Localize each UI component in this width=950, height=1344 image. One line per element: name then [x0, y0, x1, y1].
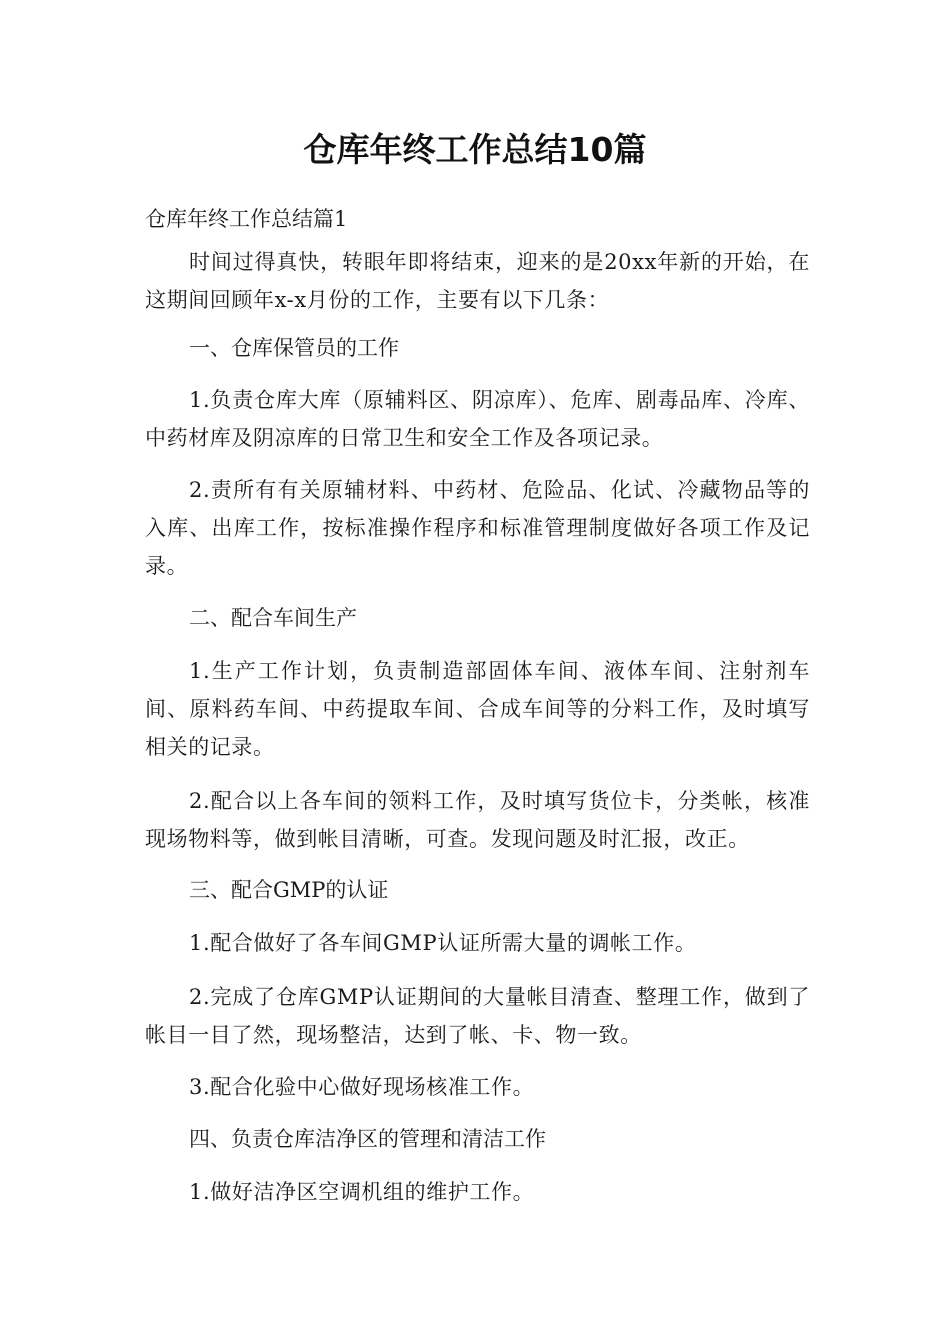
- section-3-item-3: 3.配合化验中心做好现场核准工作。: [189, 1075, 535, 1099]
- document-title: 仓库年终工作总结10篇: [303, 130, 647, 169]
- section-2-item-1: 1.生产工作计划，负责制造部固体车间、液体车间、注射剂车间、原料药车间、中药提取车间、合成车间等的分料工作，及时填写相关的记录。: [145, 659, 810, 759]
- section-heading-2: 二、配合车间生产: [189, 606, 357, 630]
- section-2-item-2: 2.配合以上各车间的领料工作，及时填写货位卡，分类帐，核准现场物料等，做到帐目清晰，可查。发现问题及时汇报，改正。: [145, 789, 810, 851]
- section-heading-1: 一、仓库保管员的工作: [189, 336, 399, 360]
- section-heading-3: 三、配合GMP的认证: [189, 878, 389, 902]
- section-3-item-2: 2.完成了仓库GMP认证期间的大量帐目清查、整理工作，做到了帐目一目了然，现场整洁，达到了帐、卡、物一致。: [145, 985, 810, 1047]
- intro-paragraph: 时间过得真快，转眼年即将结束，迎来的是20xx年新的开始，在这期间回顾年x-x月份的工作，主要有以下几条：: [145, 250, 810, 312]
- article-title: 仓库年终工作总结篇1: [145, 207, 348, 231]
- section-1-item-1: 1.负责仓库大库（原辅料区、阴凉库）、危库、剧毒品库、冷库、中药材库及阴凉库的日常卫生和安全工作及各项记录。: [145, 388, 810, 450]
- section-1-item-2: 2.责所有有关原辅材料、中药材、危险品、化试、冷藏物品等的入库、出库工作，按标准操作程序和标准管理制度做好各项工作及记录。: [145, 478, 810, 578]
- section-heading-4: 四、负责仓库洁净区的管理和清洁工作: [189, 1127, 546, 1151]
- section-3-item-1: 1.配合做好了各车间GMP认证所需大量的调帐工作。: [189, 931, 697, 955]
- section-4-item-1: 1.做好洁净区空调机组的维护工作。: [189, 1180, 535, 1204]
